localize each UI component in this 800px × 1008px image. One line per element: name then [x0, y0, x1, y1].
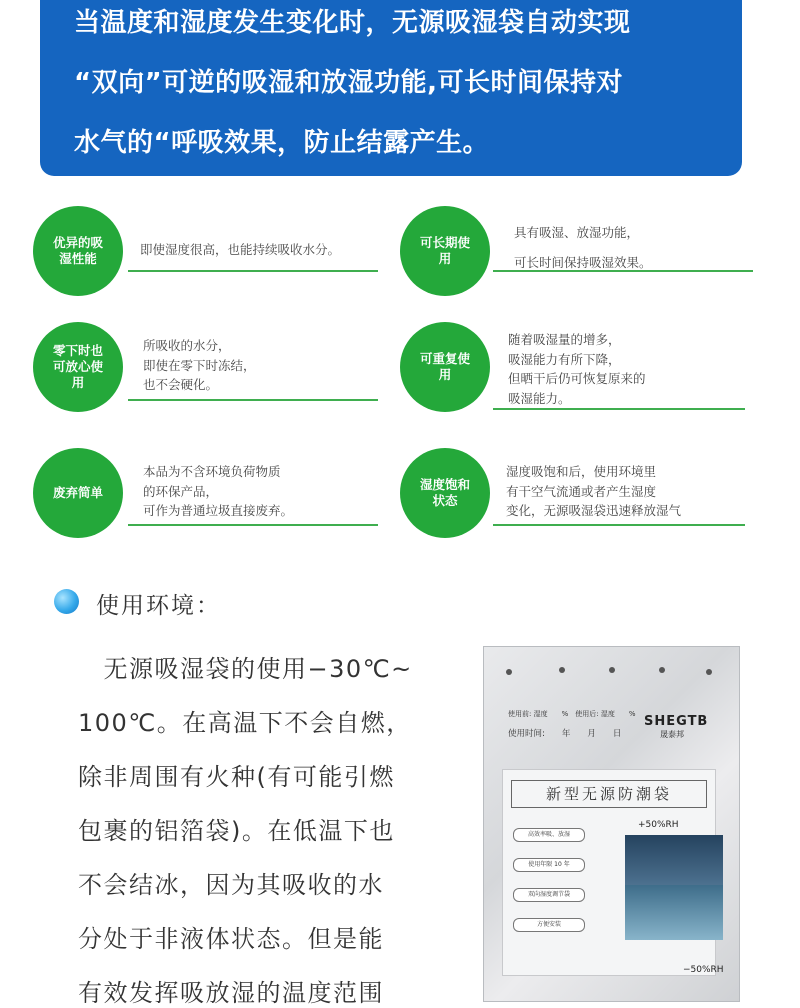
rh-bottom: −50%RH — [683, 965, 724, 975]
banner-line-1: 当温度和湿度发生变化时，无源吸湿袋自动实现 — [74, 8, 631, 38]
bag-hole — [659, 667, 665, 673]
feature-line: 所吸收的水分， — [143, 338, 231, 353]
feature-title: 湿度饱和状态 — [419, 477, 470, 508]
feature-title: 优异的吸湿性能 — [52, 235, 103, 266]
product-bag-image — [483, 646, 740, 1002]
bag-pill: 双向湿度调节袋 — [513, 888, 585, 902]
body-line-5: 不会结冰，因为其吸收的水 — [78, 871, 384, 899]
bag-hole — [609, 667, 615, 673]
feature-text — [140, 240, 340, 260]
divider — [128, 399, 378, 401]
divider — [493, 408, 745, 410]
banner-line-2: “双向”可逆的吸湿和放湿功能,可长时间保持对 — [74, 68, 624, 98]
feature-badge-saturation — [400, 448, 490, 538]
bag-humidity-field: 使用前: 湿度 % 使用后: 湿度 % — [508, 710, 636, 718]
feature-title: 可重复使用 — [419, 351, 470, 382]
feature-line: 随着吸湿量的增多， — [508, 332, 621, 347]
feature-line: 吸湿能力有所下降， — [508, 351, 621, 367]
body-line-3: 除非周围有火种(有可能引燃 — [78, 763, 395, 791]
divider — [128, 270, 378, 272]
bag-hole — [506, 669, 512, 675]
feature-line: 本品为不含环境负荷物质 — [143, 464, 281, 479]
rh-top: +50%RH — [638, 820, 679, 830]
feature-line: 可长时间保持吸湿效果。 — [514, 255, 652, 270]
section-title: 使用环境： — [96, 593, 221, 619]
feature-line: 变化，无源吸湿袋迅速释放湿气 — [506, 503, 682, 518]
feature-badge-disposal — [33, 448, 123, 538]
bag-label — [502, 769, 724, 976]
divider — [128, 524, 378, 526]
divider — [493, 270, 753, 272]
feature-badge-long-term — [400, 206, 490, 296]
body-line-2: 100℃。在高温下不会自燃， — [78, 709, 412, 737]
body-line-4: 包裹的铝箔袋)。在低温下也 — [78, 817, 395, 845]
bag-hole — [559, 667, 565, 673]
feature-title: 可长期使用 — [419, 235, 470, 266]
body-line-7: 有效发挥吸放湿的温度范围 — [78, 979, 384, 1007]
feature-line: 即使在零下时冻结， — [143, 357, 256, 373]
feature-title: 零下时也可放心使用 — [52, 343, 103, 390]
feature-line: 的环保产品， — [143, 483, 219, 499]
feature-line: 湿度吸饱和后，使用环境里 — [506, 464, 657, 479]
feature-text — [143, 462, 293, 521]
feature-line: 也不会硬化。 — [143, 377, 219, 392]
feature-text — [514, 218, 652, 278]
feature-line: 有干空气流通或者产生湿度 — [506, 483, 657, 499]
feature-line: 但晒干后仍可恢复原来的 — [508, 371, 646, 386]
feature-badge-reusable — [400, 322, 490, 412]
feature-line: 即使湿度很高，也能持续吸收水分。 — [140, 242, 341, 257]
bag-pill: 高效率吸、放湿 — [513, 828, 585, 842]
bag-brand-cn: 晟泰邦 — [660, 730, 684, 739]
top-banner — [40, 0, 742, 176]
feature-text — [143, 336, 256, 395]
bag-pill: 方便安装 — [513, 918, 585, 932]
feature-badge-subzero — [33, 322, 123, 412]
feature-badge-absorption — [33, 206, 123, 296]
body-line-1: 无源吸湿袋的使用−30℃~ — [78, 655, 413, 683]
bullet-dot-icon — [54, 589, 79, 614]
feature-line: 可作为普通垃圾直接废弃。 — [143, 503, 294, 518]
body-line-6: 分处于非液体状态。但是能 — [78, 925, 384, 953]
feature-text — [508, 330, 646, 408]
bag-hole — [706, 669, 712, 675]
feature-line: 吸湿能力。 — [508, 390, 571, 406]
bag-label-title: 新型无源防潮袋 — [511, 780, 707, 808]
feature-line: 具有吸湿、放湿功能， — [514, 225, 640, 240]
feature-title: 废弃简单 — [52, 485, 103, 500]
bag-date-field: 使用时间: 年 月 日 — [508, 729, 622, 739]
divider — [493, 524, 745, 526]
bag-pill: 使用年限 10 年 — [513, 858, 585, 872]
banner-line-3: 水气的“呼吸效果，防止结露产生。 — [74, 128, 490, 158]
bag-photo-lower — [625, 885, 723, 940]
bag-brand: SHEGTB — [644, 714, 709, 729]
feature-text — [506, 462, 681, 521]
